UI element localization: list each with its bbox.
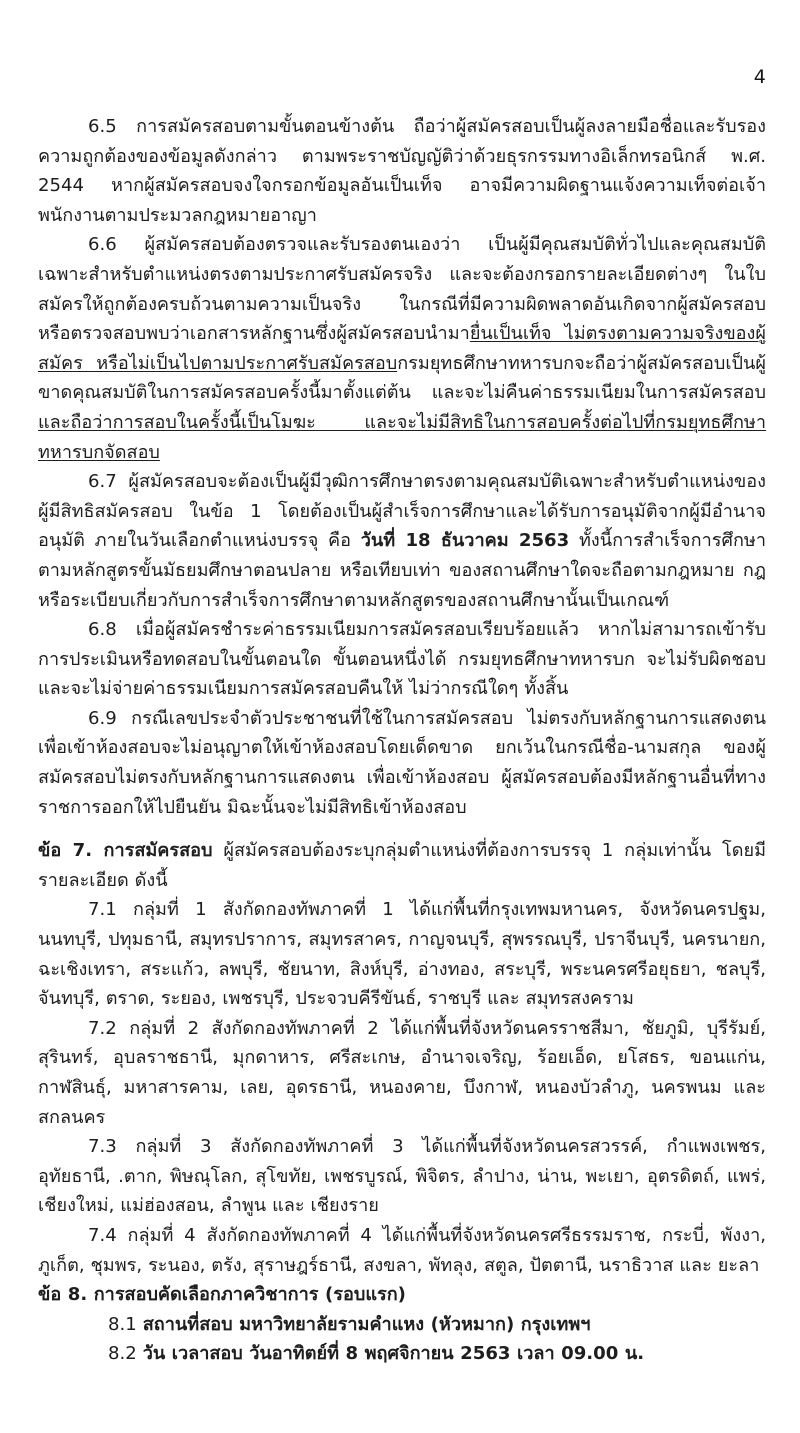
run-clause-8-2-0: 8.2: [108, 1343, 143, 1365]
run-clause-6-6-2: กรมยุทธศึกษาทหารบกจะถือว่าผู้สมัครสอบเป็นผู้ขาดคุณสมบัติในการสมัครสอบครั้งนี้มาตั้งแต่ต้น และจะไม่คืนค่าธรรมเนียมในการสมัครสอบ: [38, 352, 766, 404]
run-clause-6-5-0: 6.5 การสมัครสอบตามขั้นตอนข้างต้น ถือว่าผู้สมัครสอบเป็นผู้ลงลายมือชื่อและรับรองความถูกต้องของข้อมูลดังกล่าว ตามพระราชบัญญัติว่าด้วยธุรกรรมทางอิเล็กทรอนิกส์ พ.ศ. 2544 หากผู้สมัครสอบจงใจกรอกข้อมูลอันเป็นเท็จ อาจมีความผิดฐานแจ้งความเท็จต่อเจ้าพนักงานตามประมวลกฎหมายอาญา: [38, 116, 766, 226]
run-clause-7-1-0: 7.1 กลุ่มที่ 1 สังกัดกองทัพภาคที่ 1 ได้แก่พื้นที่กรุงเทพมหานคร, จังหวัดนครปฐม, นนทบุรี, ปทุมธานี, สมุทรปราการ, สมุทรสาคร, กาญจนบุรี, สุพรรณบุรี, ปราจีนบุรี, นครนายก, ฉะเชิงเทรา, สระแก้ว, ลพบุรี, ชัยนาท, สิงห์บุรี, อ่างทอง, สระบุรี, พระนครศรีอยุธยา, ชลบุรี, จันทบุรี, ตราด, ระยอง, เพชรบุรี, ประจวบคีรีขันธ์, ราชบุรี และ สมุทรสงคราม: [38, 899, 766, 1010]
run-clause-6-6-3-underlined: และถือว่าการสอบในครั้งนี้เป็นโมฆะ และจะไม่มีสิทธิในการสอบครั้งต่อไปที่กรมยุทธศึกษาทหารบกจัดสอบ: [38, 411, 766, 463]
paragraph-clause-7-1: [38, 895, 766, 1013]
paragraph-clause-6-6: [38, 230, 766, 467]
page-number: 4: [753, 66, 766, 88]
run-clause-8-head-0-bold: ข้อ 8. การสอบคัดเลือกภาควิชาการ (รอบแรก): [38, 1284, 406, 1306]
run-clause-6-7-0: 6.7 ผู้สมัครสอบจะต้องเป็นผู้มีวุฒิการศึกษาตรงตามคุณสมบัติเฉพาะสำหรับตำแหน่งของผู้มีสิทธิสมัครสอบ ในข้อ 1 โดยต้องเป็นผู้สำเร็จการศึกษาและได้รับการอนุมัติจากผู้มีอำนาจอนุมัติ ภายในวันเลือกตำแหน่งบรรจุ คือ: [38, 471, 766, 552]
paragraph-clause-6-5: [38, 112, 766, 230]
run-clause-7-head-1: ผู้สมัครสอบต้องระบุกลุ่มตำแหน่งที่ต้องการบรรจุ 1 กลุ่มเท่านั้น โดยมีรายละเอียด ดังนี้: [38, 840, 766, 891]
run-clause-8-1-0: 8.1: [108, 1313, 143, 1335]
run-clause-7-3-0: 7.3 กลุ่มที่ 3 สังกัดกองทัพภาคที่ 3 ได้แก่พื้นที่จังหวัดนครสวรรค์, กำแพงเพชร, อุทัยธานี, .ตาก, พิษณุโลก, สุโขทัย, เพชรบูรณ์, พิจิตร, ลำปาง, น่าน, พะเยา, อุตรดิตถ์, แพร่, เชียงใหม่, แม่ฮ่องสอน, ลำพูน และ เชียงราย: [38, 1136, 766, 1217]
run-clause-8-2-1-bold: วัน เวลาสอบ วันอาทิตย์ที่ 8 พฤศจิกายน 2563 เวลา 09.00 น.: [142, 1343, 645, 1365]
paragraph-clause-8-head: [38, 1280, 766, 1310]
run-clause-6-7-2: ทั้งนี้การสำเร็จการศึกษาตามหลักสูตรขั้นมัธยมศึกษาตอนปลาย หรือเทียบเท่า ของสถานศึกษาใดจะถือตามกฎหมาย กฎหรือระเบียบเกี่ยวกับการสำเร็จการศึกษาตามหลักสูตรของสถานศึกษานั้นเป็นเกณฑ์: [38, 530, 766, 611]
run-clause-6-8-0: 6.8 เมื่อผู้สมัครชำระค่าธรรมเนียมการสมัครสอบเรียบร้อยแล้ว หากไม่สามารถเข้ารับการประเมินหรือทดสอบในขั้นตอนใด ขั้นตอนหนึ่งได้ กรมยุทธศึกษาทหารบก จะไม่รับผิดชอบและจะไม่จ่ายค่าธรรมเนียมการสมัครสอบคืนให้ ไม่ว่ากรณีใดๆ ทั้งสิ้น: [38, 619, 766, 700]
paragraph-clause-8-1: [38, 1310, 766, 1340]
run-clause-6-7-1-bold: วันที่ 18 ธันวาคม 2563: [360, 530, 570, 552]
run-clause-8-1-1-bold: สถานที่สอบ มหาวิทยาลัยรามคำแหง (หัวหมาก) กรุงเทพฯ: [142, 1313, 591, 1335]
paragraph-clause-6-8: [38, 615, 766, 704]
paragraph-clause-7-3: [38, 1132, 766, 1221]
paragraph-clause-8-2: [38, 1339, 766, 1369]
paragraph-clause-7-head: [38, 836, 766, 895]
paragraph-clause-7-4: [38, 1221, 766, 1280]
document-body: [38, 112, 766, 1369]
run-clause-7-2-0: 7.2 กลุ่มที่ 2 สังกัดกองทัพภาคที่ 2 ได้แก่พื้นที่จังหวัดนครราชสีมา, ชัยภูมิ, บุรีรัมย์, สุรินทร์, อุบลราชธานี, มุกดาหาร, ศรีสะเกษ, อำนาจเจริญ, ร้อยเอ็ด, ยโสธร, ขอนแก่น, กาฬสินธุ์, มหาสารคาม, เลย, อุดรธานี, หนองคาย, บึงกาฬ, หนองบัวลำภู, นครพนม และ สกลนคร: [38, 1017, 766, 1128]
run-clause-6-9-0: 6.9 กรณีเลขประจำตัวประชาชนที่ใช้ในการสมัครสอบ ไม่ตรงกับหลักฐานการแสดงตนเพื่อเข้าห้องสอบจะไม่อนุญาตให้เข้าห้องสอบโดยเด็ดขาด ยกเว้นในกรณีชื่อ-นามสกุล ของผู้สมัครสอบไม่ตรงกับหลักฐานการแสดงตน เพื่อเข้าห้องสอบ ผู้สมัครสอบต้องมีหลักฐานอื่นที่ทางราชการออกให้ไปยืนยัน มิฉะนั้นจะไม่มีสิทธิเข้าห้องสอบ: [38, 707, 766, 818]
run-clause-7-head-0-bold: ข้อ 7. การสมัครสอบ: [38, 840, 213, 862]
run-clause-6-6-1-underlined: ยื่นเป็นเท็จ ไม่ตรงตามความจริงของผู้สมัคร หรือไม่เป็นไปตามประกาศรับสมัครสอบ: [38, 323, 766, 374]
paragraph-clause-6-7: [38, 467, 766, 615]
run-clause-6-6-0: 6.6 ผู้สมัครสอบต้องตรวจและรับรองตนเองว่า เป็นผู้มีคุณสมบัติทั่วไปและคุณสมบัติเฉพาะสำหรับตำแหน่งตรงตามประกาศรับสมัครจริง และจะต้องกรอกรายละเอียดต่างๆ ในใบสมัครให้ถูกต้องครบถ้วนตามความเป็นจริง ในกรณีที่มีความผิดพลาดอันเกิดจากผู้สมัครสอบ หรือตรวจสอบพบว่าเอกสารหลักฐานซึ่งผู้สมัครสอบนำมา: [38, 234, 766, 345]
paragraph-clause-6-9: [38, 704, 766, 822]
paragraph-clause-7-2: [38, 1014, 766, 1132]
run-clause-7-4-0: 7.4 กลุ่มที่ 4 สังกัดกองทัพภาคที่ 4 ได้แก่พื้นที่จังหวัดนครศรีธรรมราช, กระบี่, พังงา, ภูเก็ต, ชุมพร, ระนอง, ตรัง, สุราษฎร์ธานี, สงขลา, พัทลุง, สตูล, ปัตตานี, นราธิวาส และ ยะลา: [38, 1224, 766, 1276]
